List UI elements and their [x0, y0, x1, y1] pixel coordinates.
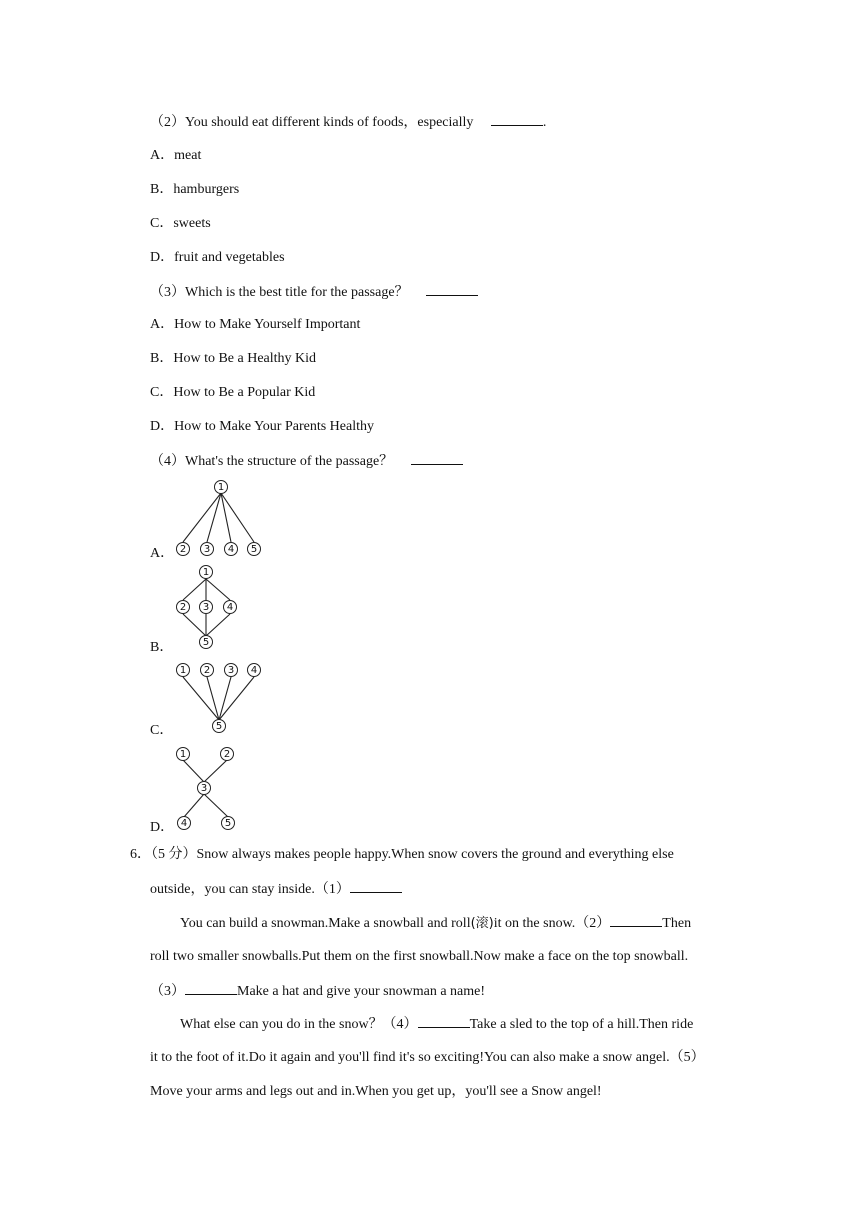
- svg-text:2: 2: [179, 544, 187, 555]
- q3-option-d[interactable]: [150, 418, 374, 436]
- q3-option-c[interactable]: [150, 384, 315, 402]
- svg-text:5: 5: [215, 721, 223, 732]
- q6-line-1: [130, 846, 674, 864]
- q3-option-a[interactable]: [150, 316, 360, 334]
- q2-stem-suffix: .: [542, 115, 547, 130]
- svg-text:5: 5: [250, 544, 258, 555]
- option-text: sweets: [173, 216, 211, 231]
- q6-blank-4[interactable]: [418, 1015, 470, 1028]
- node-2: [201, 664, 214, 677]
- q4-answer-blank[interactable]: [411, 452, 463, 465]
- node-3: [200, 601, 213, 614]
- question-number: 6．: [130, 847, 151, 862]
- option-text: How to Make Your Parents Healthy: [174, 419, 374, 434]
- node-1: [215, 481, 228, 494]
- passage-text: it to the foot of it.Do it again and you'll find it's so exciting!You can also make a snow angel.（5）: [150, 1050, 705, 1065]
- svg-text:2: 2: [179, 602, 187, 613]
- svg-text:4: 4: [226, 602, 234, 613]
- option-letter: C．: [150, 385, 174, 400]
- passage-text: outside，you can stay inside.（1）: [150, 882, 350, 897]
- passage-text: What else can you do in the snow？（4）: [180, 1017, 418, 1032]
- q4-option-c-label[interactable]: C．: [150, 723, 174, 738]
- option-text: How to Be a Popular Kid: [173, 385, 316, 400]
- q6-line-4: [150, 948, 688, 966]
- passage-text: Snow always makes people happy.When snow covers the ground and everything else: [196, 847, 674, 862]
- score-label: （5 分）: [151, 847, 197, 862]
- q4-stem-text: （4）What's the structure of the passage？: [150, 454, 394, 469]
- option-letter: A．: [150, 148, 175, 163]
- node-2: [177, 601, 190, 614]
- svg-text:1: 1: [179, 749, 187, 760]
- passage-text: it on the snow.（2）: [493, 916, 611, 931]
- svg-text:3: 3: [227, 665, 235, 676]
- chinese-gloss: (滚): [470, 916, 494, 931]
- option-letter: B．: [150, 182, 174, 197]
- option-letter: C．: [150, 216, 174, 231]
- node-1: [200, 566, 213, 579]
- passage-text: Make a hat and give your snowman a name!: [237, 984, 486, 999]
- node-3: [201, 543, 214, 556]
- q6-line-3: [180, 914, 691, 933]
- q4-option-b-label[interactable]: B．: [150, 640, 174, 655]
- svg-text:1: 1: [217, 482, 225, 493]
- svg-text:1: 1: [202, 567, 210, 578]
- passage-text: Take a sled to the top of a hill.Then ride: [469, 1017, 694, 1032]
- q6-line-2: [150, 880, 402, 899]
- option-text: hamburgers: [173, 182, 240, 197]
- q4-option-a-diagram: [170, 478, 270, 560]
- node-4: [178, 817, 191, 830]
- option-letter: D．: [150, 250, 175, 265]
- node-3: [225, 664, 238, 677]
- q2-option-b[interactable]: [150, 181, 239, 199]
- svg-text:5: 5: [202, 637, 210, 648]
- option-text: How to Be a Healthy Kid: [173, 351, 317, 366]
- svg-text:4: 4: [250, 665, 258, 676]
- option-text: How to Make Yourself Important: [174, 317, 361, 332]
- svg-text:3: 3: [200, 783, 208, 794]
- passage-text: roll two smaller snowballs.Put them on the first snowball.Now make a face on the top snowball.: [150, 949, 689, 964]
- passage-text: Move your arms and legs out and in.When you get up，you'll see a Snow angel!: [150, 1084, 602, 1099]
- node-2: [177, 543, 190, 556]
- q4-stem: [150, 452, 463, 471]
- q4-option-b-diagram: [170, 564, 250, 654]
- q4-option-c-diagram: [170, 662, 270, 742]
- node-4: [225, 543, 238, 556]
- q2-option-a[interactable]: [150, 147, 201, 165]
- q4-option-d-diagram: [170, 745, 250, 835]
- q6-blank-1[interactable]: [350, 880, 402, 893]
- q6-line-5: [150, 982, 485, 1001]
- node-4: [224, 601, 237, 614]
- q2-stem: [150, 113, 546, 132]
- passage-text: （3）: [150, 984, 185, 999]
- q6-blank-3[interactable]: [185, 982, 237, 995]
- option-letter: B．: [150, 351, 174, 366]
- passage-text: You can build a snowman.Make a snowball and roll: [180, 916, 471, 931]
- q3-option-b[interactable]: [150, 350, 316, 368]
- q6-line-7: [150, 1049, 705, 1067]
- option-letter: A．: [150, 317, 175, 332]
- node-1: [177, 748, 190, 761]
- svg-text:1: 1: [179, 665, 187, 676]
- svg-text:4: 4: [180, 818, 188, 829]
- svg-text:2: 2: [203, 665, 211, 676]
- node-5: [200, 636, 213, 649]
- q4-option-a-label[interactable]: A．: [150, 546, 175, 561]
- option-letter: D．: [150, 419, 175, 434]
- svg-text:2: 2: [223, 749, 231, 760]
- svg-text:3: 3: [202, 602, 210, 613]
- q4-option-d-label[interactable]: D．: [150, 820, 175, 835]
- q6-line-8: [150, 1083, 602, 1101]
- svg-text:3: 3: [203, 544, 211, 555]
- q2-option-c[interactable]: [150, 215, 211, 233]
- node-5: [222, 817, 235, 830]
- q3-answer-blank[interactable]: [426, 283, 478, 296]
- passage-text: Then: [662, 916, 692, 931]
- node-5: [213, 720, 226, 733]
- q3-stem: [150, 283, 478, 302]
- node-4: [248, 664, 261, 677]
- q6-blank-2[interactable]: [610, 914, 662, 927]
- q2-option-d[interactable]: [150, 249, 285, 267]
- svg-text:5: 5: [224, 818, 232, 829]
- node-2: [221, 748, 234, 761]
- node-1: [177, 664, 190, 677]
- q6-line-6: [180, 1015, 693, 1034]
- option-text: meat: [174, 148, 202, 163]
- svg-text:4: 4: [227, 544, 235, 555]
- q3-stem-text: （3）Which is the best title for the passage？: [150, 285, 409, 300]
- node-3: [198, 782, 211, 795]
- node-5: [248, 543, 261, 556]
- q2-stem-text: （2）You should eat different kinds of foods，especially: [150, 115, 474, 130]
- q2-answer-blank[interactable]: [491, 113, 543, 126]
- option-text: fruit and vegetables: [174, 250, 285, 265]
